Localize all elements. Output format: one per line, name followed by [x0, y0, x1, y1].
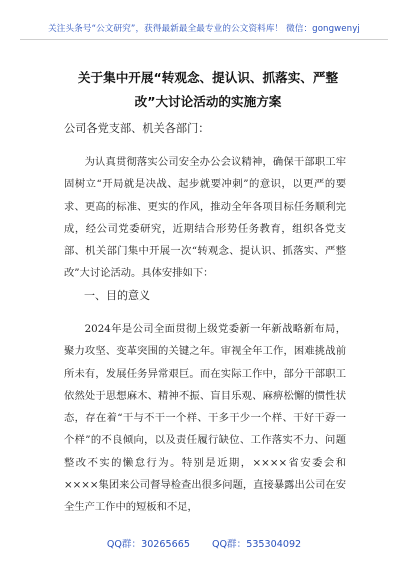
salutation: 公司各党支部、机关各部门：	[64, 122, 210, 135]
footer-qq-group-1: QQ群：30265665	[106, 539, 190, 550]
section-paragraph: 2024年是公司全面贯彻上级党委新一年新战略新布局，聚力攻坚、变革突围的关键之年。审视全年工作，困难挑战前所未有，发展任务异常艰巨。而在实际工作中，部分干部职工依然处于思想麻木、精神不振、盲目乐观、麻痹松懈的惯性状态，存在着“干与不干一个样、干多干少一个样、干好干孬一个样”的不良倾向，以及责任履行缺位、工作落实不力、问题整改不实的懒怠行为。特别是近期，××××省安委会和××××集团来公司督导检查出很多问题，直接暴露出公司在安全生产工作中的短板和不足，	[64, 323, 346, 514]
header-divider	[20, 39, 388, 40]
header-banner: 关注头条号“公文研究”，获得最新最全最专业的公文资料库！ 微信：gongwenyj	[48, 24, 360, 34]
intro-paragraph: 为认真贯彻落实公司安全办公会议精神，确保干部职工牢固树立“开局就是决战、起步就要冲刺”的意识，以更严的要求、更高的标准、更实的作风，推动全年各项目标任务顺利完成，经公司党委研究，近期结合形势任务教育，组织各党支部、机关部门集中开展一次“转观念、提认识、抓落实、严整改”大讨论活动。具体安排如下：	[64, 156, 346, 280]
footer-contact	[0, 536, 408, 550]
section-heading: 一、目的意义	[84, 289, 150, 302]
document-title: 关于集中开展“转观念、提认识、抓落实、严整改”大讨论活动的实施方案	[77, 70, 339, 109]
footer-qq-group-2: QQ群：535304092	[211, 539, 302, 550]
